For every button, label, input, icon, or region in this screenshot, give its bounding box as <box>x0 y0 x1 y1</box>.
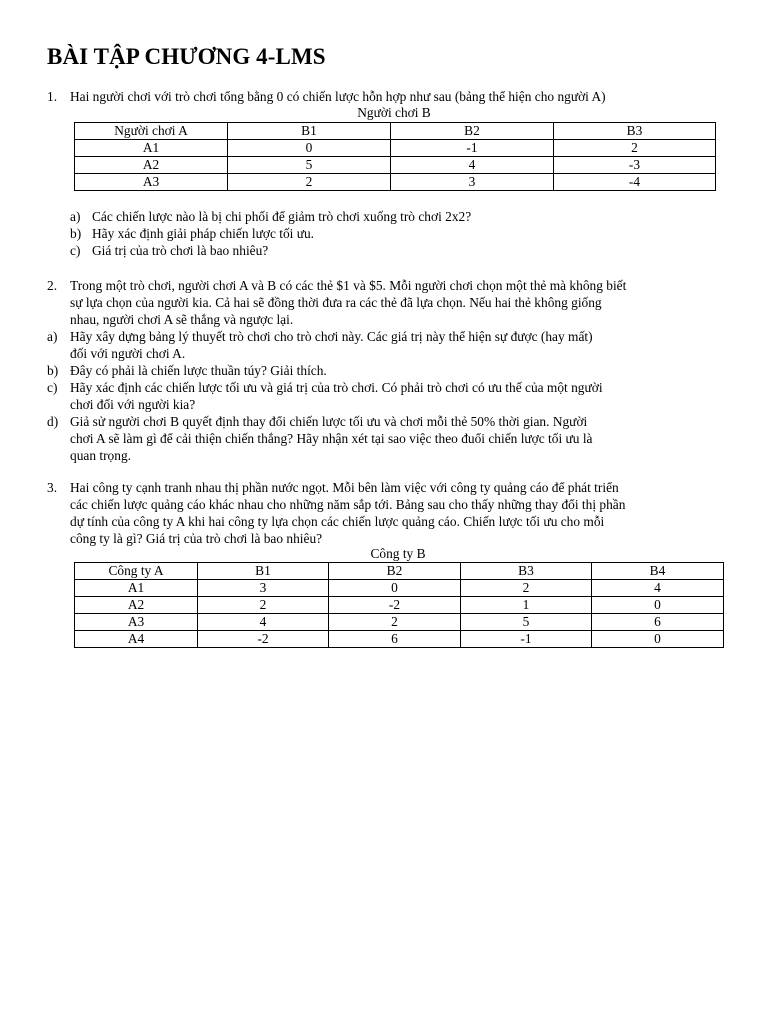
text-line: Hãy xác định các chiến lược tối ưu và giá trị của trò chơi. Có phải trò chơi có ưu thế của một người <box>70 380 603 395</box>
text-line: chơi đối với người kia? <box>70 397 196 412</box>
table-row <box>75 174 716 191</box>
table-header: Người chơi A <box>75 123 228 140</box>
table-cell: 4 <box>592 580 724 597</box>
sub-question <box>47 379 727 413</box>
table-cell: -1 <box>461 631 592 648</box>
table-cell: 4 <box>198 614 329 631</box>
q1-table-caption: Người chơi B <box>357 105 431 120</box>
table-cell: 6 <box>329 631 461 648</box>
sub-question <box>47 328 727 362</box>
table-row <box>75 157 716 174</box>
table-cell: 0 <box>592 631 724 648</box>
table-cell: 1 <box>461 597 592 614</box>
question-1 <box>47 88 727 105</box>
table-cell: 0 <box>592 597 724 614</box>
question-3-text <box>47 479 727 547</box>
sub-question-label: d) <box>47 414 59 429</box>
sub-question <box>70 208 730 225</box>
table-cell: A2 <box>75 157 228 174</box>
table-row <box>75 614 724 631</box>
sub-question <box>47 362 727 379</box>
q3-table-caption: Công ty B <box>370 546 426 561</box>
table-header-row <box>75 123 716 140</box>
text-line: sự lựa chọn của người kia. Cả hai sẽ đồng thời đưa ra các thẻ đã lựa chọn. Nếu hai thẻ không giống <box>70 295 602 310</box>
sub-question-label: a) <box>70 209 81 224</box>
table-row <box>75 580 724 597</box>
table-cell: 2 <box>554 140 716 157</box>
table-cell: -1 <box>391 140 554 157</box>
table-cell: -3 <box>554 157 716 174</box>
table-cell: 4 <box>391 157 554 174</box>
table-cell: A3 <box>75 174 228 191</box>
table-cell: 0 <box>228 140 391 157</box>
question-1-subitems <box>70 208 730 259</box>
table-cell: 2 <box>198 597 329 614</box>
table-cell: A2 <box>75 597 198 614</box>
table-header: B3 <box>461 563 592 580</box>
table-header: B3 <box>554 123 716 140</box>
text-line: Giả sử người chơi B quyết định thay đổi chiến lược tối ưu và chơi mỗi thẻ 50% thời gian. Người <box>70 414 588 429</box>
text-line: quan trọng. <box>70 448 131 463</box>
table-cell: A1 <box>75 580 198 597</box>
table-header: B1 <box>228 123 391 140</box>
question-number: 2. <box>47 278 58 293</box>
table-cell: 3 <box>391 174 554 191</box>
table-cell: 5 <box>228 157 391 174</box>
question-2 <box>47 277 727 464</box>
table-cell: 2 <box>329 614 461 631</box>
table-header: Công ty A <box>75 563 198 580</box>
table-cell: -4 <box>554 174 716 191</box>
table-header: B4 <box>592 563 724 580</box>
sub-question-label: b) <box>70 226 82 241</box>
q1-payoff-table <box>74 122 716 191</box>
table-row <box>75 597 724 614</box>
table-header: B1 <box>198 563 329 580</box>
question-3 <box>47 479 727 547</box>
table-header: B2 <box>329 563 461 580</box>
text-line: chơi A sẽ làm gì để cải thiện chiến thắng? Hãy nhận xét tại sao việc theo đuổi chiến lược tối ưu là <box>70 431 593 446</box>
table-cell: A1 <box>75 140 228 157</box>
table-cell: 0 <box>329 580 461 597</box>
table-cell: 6 <box>592 614 724 631</box>
q3-market-share-table <box>74 562 724 648</box>
sub-question <box>47 413 727 464</box>
sub-question-text: Hãy xác định giải pháp chiến lược tối ưu. <box>92 226 315 241</box>
text-line: đối với người chơi A. <box>70 346 186 361</box>
table-cell: A4 <box>75 631 198 648</box>
table-cell: 5 <box>461 614 592 631</box>
question-number: 3. <box>47 480 58 495</box>
table-cell: -2 <box>198 631 329 648</box>
text-line: các chiến lược quảng cáo khác nhau cho những năm sắp tới. Bảng sau cho thấy những thay đổi thị phần <box>70 497 626 512</box>
sub-question <box>70 225 730 242</box>
text-line: Trong một trò chơi, người chơi A và B có các thẻ $1 và $5. Mỗi người chơi chọn một thẻ mà không biết <box>70 278 627 293</box>
table-cell: 3 <box>198 580 329 597</box>
question-2-subitems <box>47 328 727 464</box>
text-line: Đây có phải là chiến lược thuần túy? Giải thích. <box>70 363 327 378</box>
table-cell: A3 <box>75 614 198 631</box>
text-line: nhau, người chơi A sẽ thắng và ngược lại. <box>70 312 294 327</box>
table-row <box>75 140 716 157</box>
text-line: dự tính của công ty A khi hai công ty lựa chọn các chiến lược quảng cáo. Chiến lược tối ưu cho mỗi <box>70 514 605 529</box>
question-number: 1. <box>47 89 58 104</box>
page-title: BÀI TẬP CHƯƠNG 4-LMS <box>47 44 326 69</box>
sub-question <box>70 242 730 259</box>
sub-question-label: a) <box>47 329 58 344</box>
table-cell: -2 <box>329 597 461 614</box>
sub-question-label: c) <box>47 380 58 395</box>
table-header: B2 <box>391 123 554 140</box>
text-line: Hai công ty cạnh tranh nhau thị phần nước ngọt. Mỗi bên làm việc với công ty quảng cáo để phát triển <box>70 480 619 495</box>
sub-question-text: Giá trị của trò chơi là bao nhiêu? <box>92 243 269 258</box>
sub-question-label: c) <box>70 243 81 258</box>
sub-question-text: Các chiến lược nào là bị chi phối để giảm trò chơi xuống trò chơi 2x2? <box>92 209 472 224</box>
question-1-text <box>47 88 727 105</box>
question-1-statement: Hai người chơi với trò chơi tổng bằng 0 có chiến lược hỗn hợp như sau (bảng thể hiện cho người A) <box>70 89 606 104</box>
question-2-text <box>47 277 727 328</box>
text-line: Hãy xây dựng bảng lý thuyết trò chơi cho trò chơi này. Các giá trị này thể hiện sự được (hay mất) <box>70 329 593 344</box>
table-header-row <box>75 563 724 580</box>
sub-question-label: b) <box>47 363 59 378</box>
table-cell: 2 <box>461 580 592 597</box>
table-row <box>75 631 724 648</box>
text-line: công ty là gì? Giá trị của trò chơi là bao nhiêu? <box>70 531 323 546</box>
table-cell: 2 <box>228 174 391 191</box>
